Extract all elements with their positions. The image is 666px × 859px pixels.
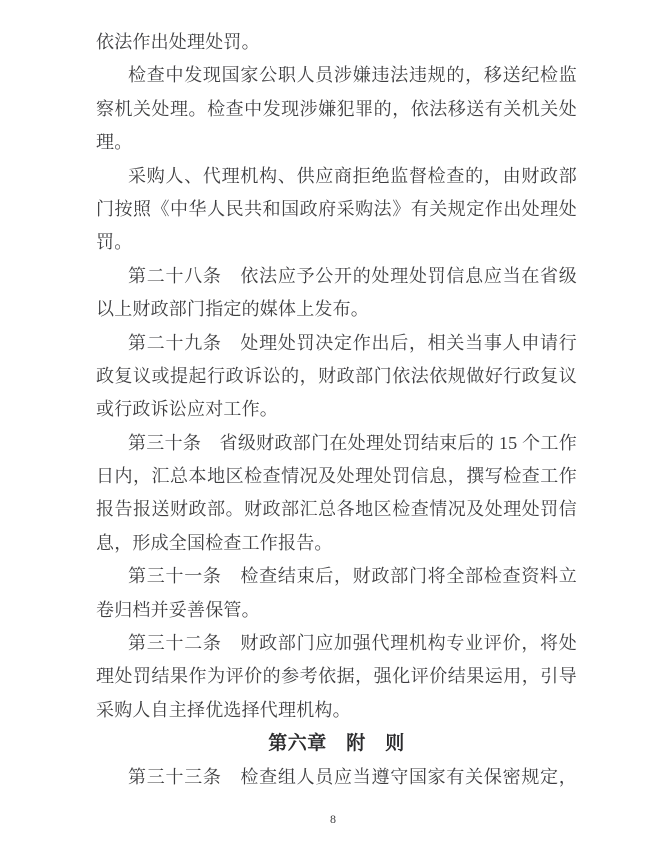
text-line: 采购人自主择优选择代理机构。 bbox=[96, 699, 351, 720]
text-line: 检查中发现国家公职人员涉嫌违法违规的，移送纪检监 bbox=[128, 65, 577, 86]
text-line: 以上财政部门指定的媒体上发布。 bbox=[96, 299, 369, 320]
text-line: 第三十二条 财政部门应加强代理机构专业评价，将处 bbox=[128, 633, 577, 654]
text-line: 第三十三条 检查组人员应当遵守国家有关保密规定， bbox=[128, 766, 577, 787]
text-line: 报告报送财政部。财政部汇总各地区检查情况及处理处罚信 bbox=[96, 499, 577, 520]
text-line: 采购人、代理机构、供应商拒绝监督检查的，由财政部 bbox=[128, 165, 577, 186]
page-body bbox=[96, 26, 577, 794]
text-line: 第三十一条 检查结束后，财政部门将全部检查资料立 bbox=[128, 566, 577, 587]
text-line: 第二十九条 处理处罚决定作出后，相关当事人申请行 bbox=[128, 332, 577, 353]
text-line: 理。 bbox=[96, 132, 133, 153]
text-line: 卷归档并妥善保管。 bbox=[96, 599, 260, 620]
text-line: 察机关处理。检查中发现涉嫌犯罪的，依法移送有关机关处 bbox=[96, 98, 577, 119]
text-line: 日内，汇总本地区检查情况及处理处罚信息，撰写检查工作 bbox=[96, 466, 577, 487]
page-number: 8 bbox=[330, 812, 336, 826]
text-line: 或行政诉讼应对工作。 bbox=[96, 399, 278, 420]
text-line: 息，形成全国检查工作报告。 bbox=[96, 532, 333, 553]
chapter-heading: 第六章 附 则 bbox=[268, 733, 405, 755]
text-line: 政复议或提起行政诉讼的，财政部门依法依规做好行政复议 bbox=[96, 365, 577, 386]
text-line: 理处罚结果作为评价的参考依据，强化评价结果运用，引导 bbox=[96, 666, 577, 687]
text-line: 门按照《中华人民共和国政府采购法》有关规定作出处理处 bbox=[96, 198, 577, 219]
text-line: 第二十八条 依法应予公开的处理处罚信息应当在省级 bbox=[128, 265, 577, 286]
text-line: 第三十条 省级财政部门在处理处罚结束后的 15 个工作 bbox=[128, 432, 577, 453]
text-line: 罚。 bbox=[96, 232, 133, 253]
text-line: 依法作出处理处罚。 bbox=[96, 32, 260, 52]
